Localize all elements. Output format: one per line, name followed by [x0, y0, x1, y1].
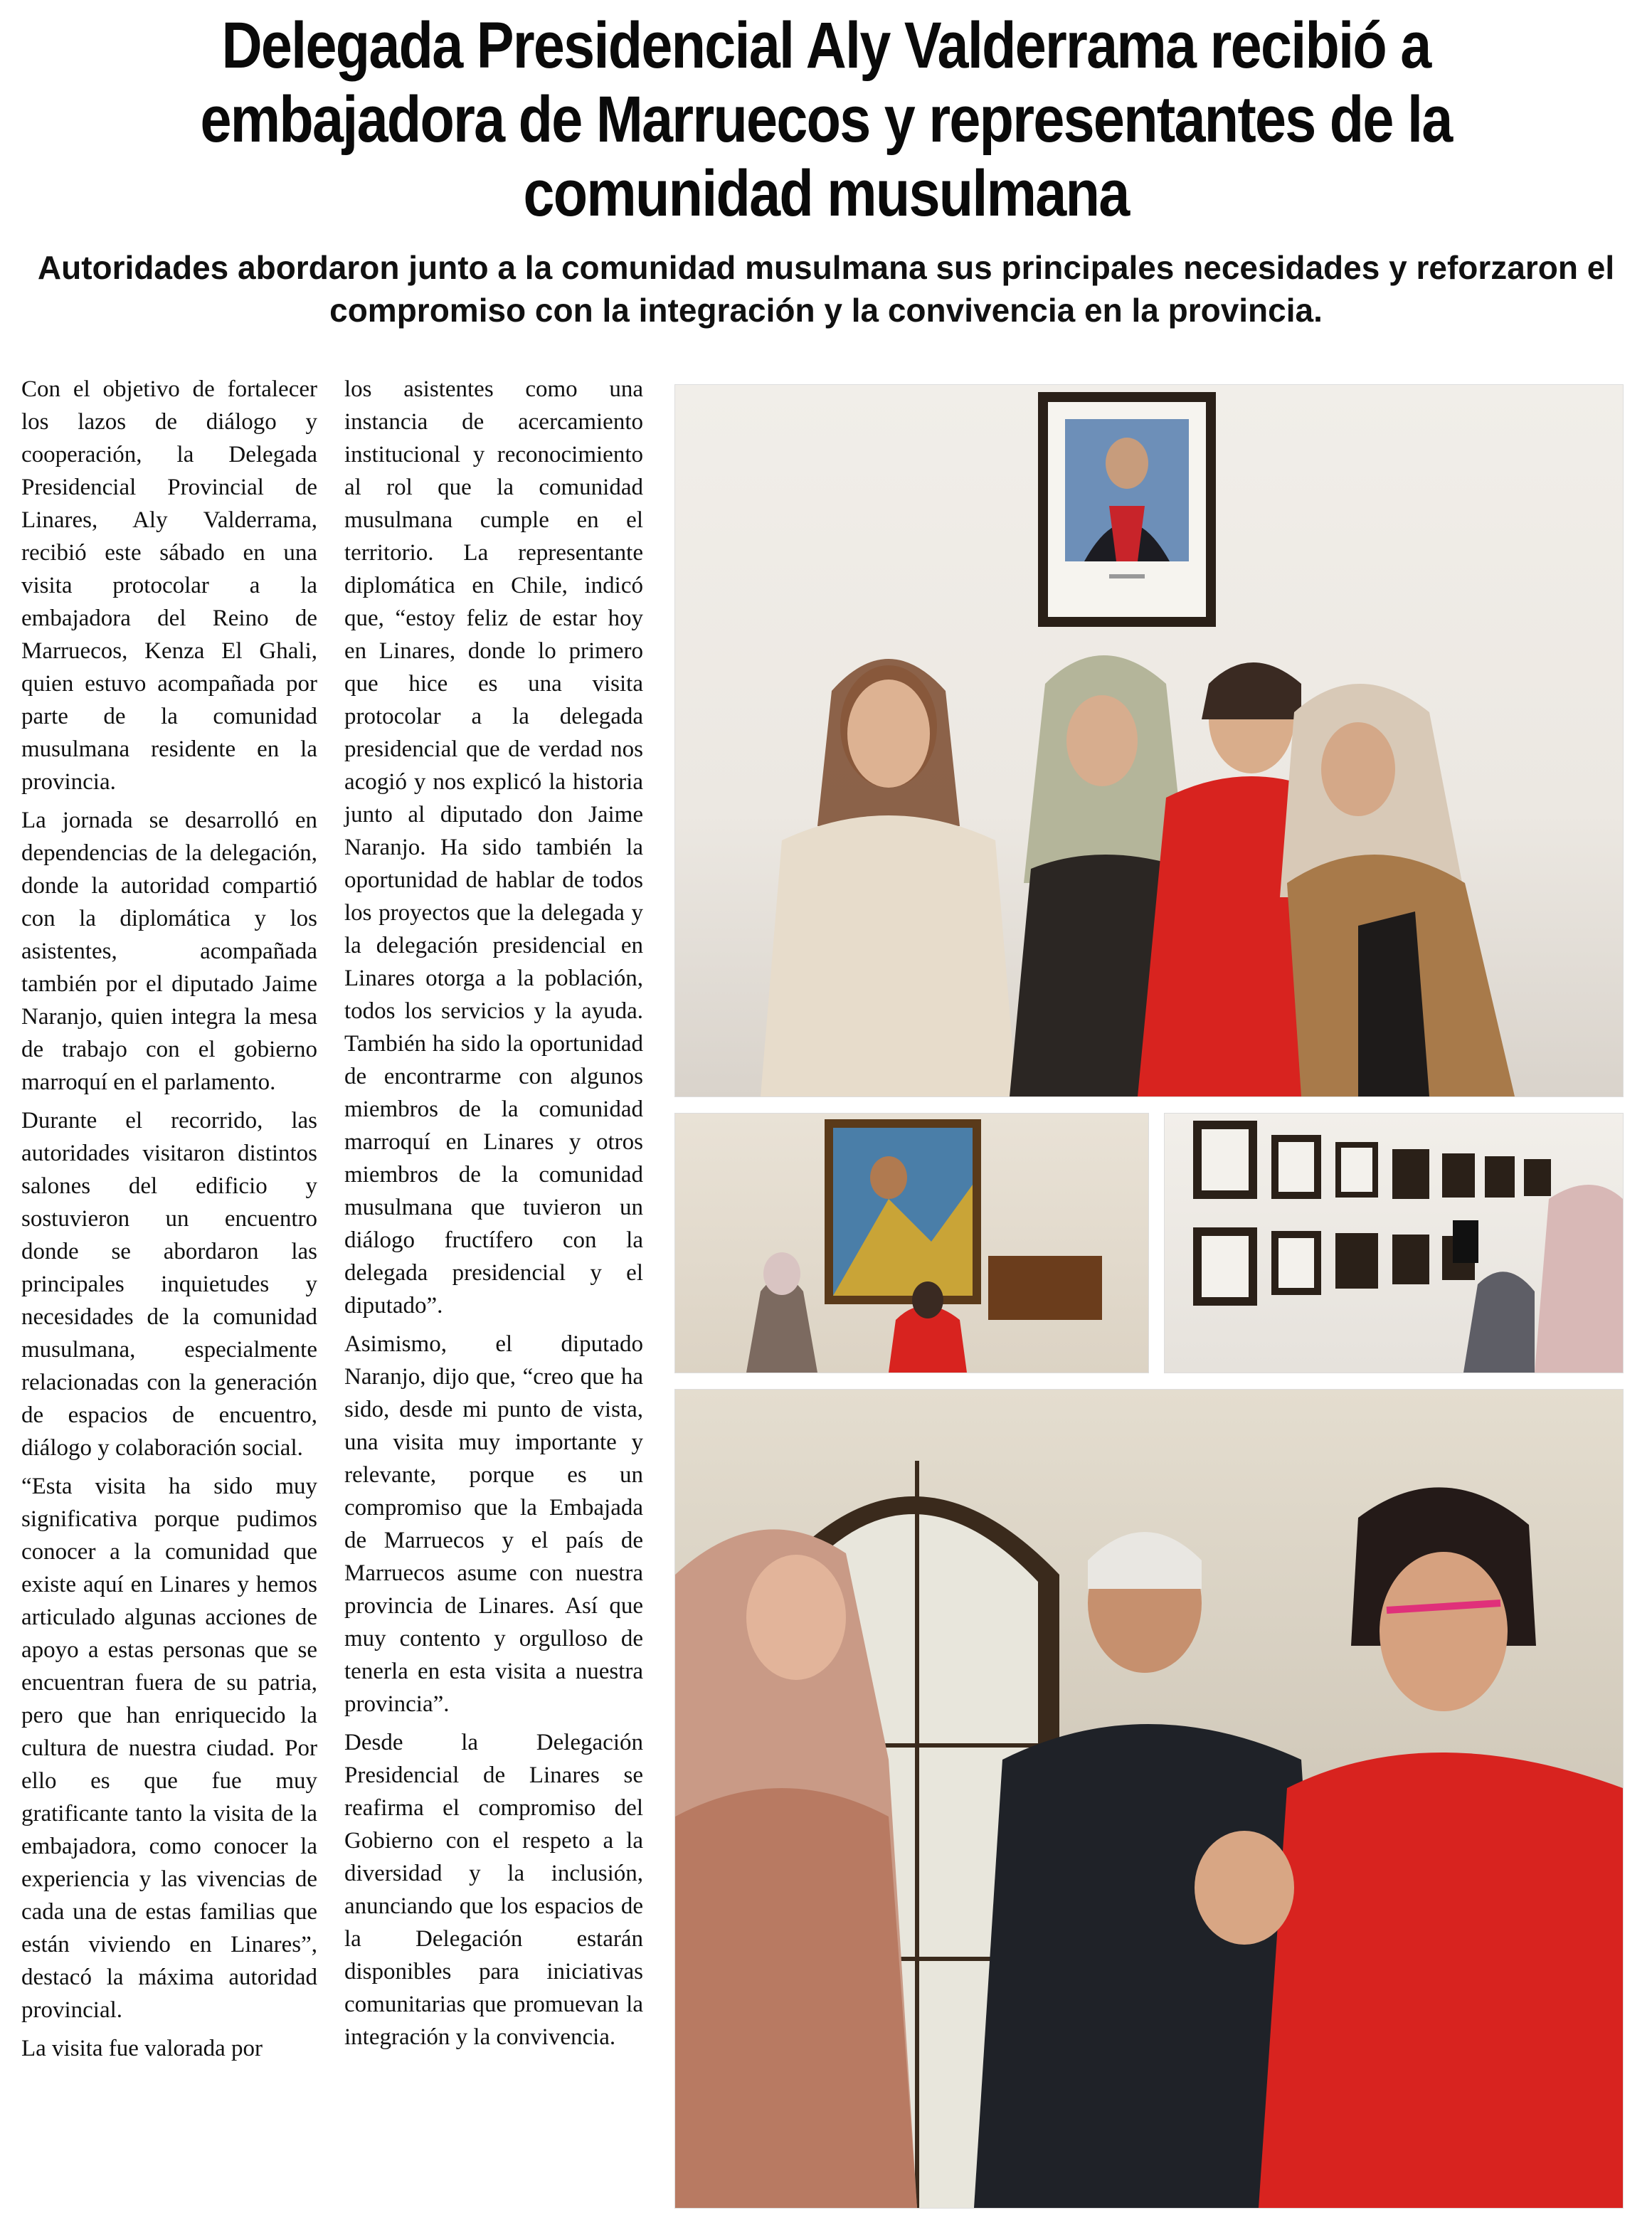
- paragraph: La visita fue valorada por: [21, 2036, 263, 2061]
- photo-room-painting: [674, 1113, 1149, 1373]
- photo-conversation: [674, 1389, 1624, 2209]
- paragraph: Desde la Delegación Presidencial de Linares se reafirma el compromiso del Gobierno con el respeto a la diversidad y la inclusión, anunciando que los espacios de la Delegación estarán disponibles para iniciativas comunitarias que promuevan la integración y la convivencia.: [344, 1730, 643, 2050]
- paragraph: Durante el recorrido, las autoridades visitaron distintos salones del edificio y sostuvieron un encuentro donde se abordaron las principales inquietudes y necesidades de la comunidad musulmana, especialmente relacionadas con la generación de espacios de encuentro, diálogo y colaboración social.: [21, 1108, 317, 1461]
- paragraph: “Esta visita ha sido muy significativa porque pudimos conocer a la comunidad que existe aquí en Linares y hemos articulado algunas acciones de apoyo a estas personas que se encuentran fuera de su patria, pero que han enriquecido la cultura de nuestra ciudad. Por ello es que fue muy gratificante tanto la visita de la embajadora, como conocer la experiencia y las vivencias de cada una de estas familias que están viviendo en Linares”, destacó la máxima autoridad provincial.: [21, 1474, 317, 2023]
- column-1: [21, 373, 317, 2071]
- paragraph: los asistentes como una instancia de acercamiento institucional y reconocimiento al rol que la comunidad musulmana cumple en el territorio. La representante diplomática en Chile, indicó que, “estoy feliz de estar hoy en Linares, donde lo primero que hice es una visita protocolar a la delegada presidencial que de verdad nos acogió y nos explicó la historia junto al diputado don Jaime Naranjo. Ha sido también la oportunidad de hablar de todos los proyectos que la delegada y la delegación presidencial en Linares otorga a la población, todos los servicios y la ayuda. También ha sido la oportunidad de encontrarme con algunos miembros de la comunidad marroquí en Linares y otros miembros de la comunidad musulmana que tuvieron un diálogo fructífero con la delegada presidencial y el diputado”.: [344, 376, 643, 1318]
- paragraph: La jornada se desarrolló en dependencias de la delegación, donde la autoridad compartió con la diplomática y los asistentes, acompañada también por el diputado Jaime Naranjo, quien integra la mesa de trabajo con el gobierno marroquí en el parlamento.: [21, 808, 317, 1095]
- photo-group-portrait: [674, 384, 1624, 1097]
- subtitle: Autoridades abordaron junto a la comunidad musulmana sus principales necesidades y reforzaron el compromiso con la integración y la convivencia en la provincia.: [37, 249, 1615, 329]
- photo-portrait-wall: [1164, 1113, 1624, 1373]
- paragraph: Con el objetivo de fortalecer los lazos de diálogo y cooperación, la Delegada Presidencial Provincial de Linares, Aly Valderrama, recibió este sábado en una visita protocolar a la embajadora del Reino de Marruecos, Kenza El Ghali, quien estuvo acompañada por parte de la comunidad musulmana residente en la provincia.: [21, 376, 317, 795]
- headline: Delegada Presidencial Aly Valderrama recibió a embajadora de Marruecos y representantes de la comunidad musulmana: [200, 9, 1452, 230]
- column-2: [344, 373, 643, 2059]
- paragraph: Asimismo, el diputado Naranjo, dijo que, “creo que ha sido, desde mi punto de vista, una visita muy importante y relevante, porque es un compromiso que la Embajada de Marruecos y el país de Marruecos asume con nuestra provincia de Linares. Así que muy contento y orgulloso de tenerla en esta visita a nuestra provincia”.: [344, 1331, 643, 1717]
